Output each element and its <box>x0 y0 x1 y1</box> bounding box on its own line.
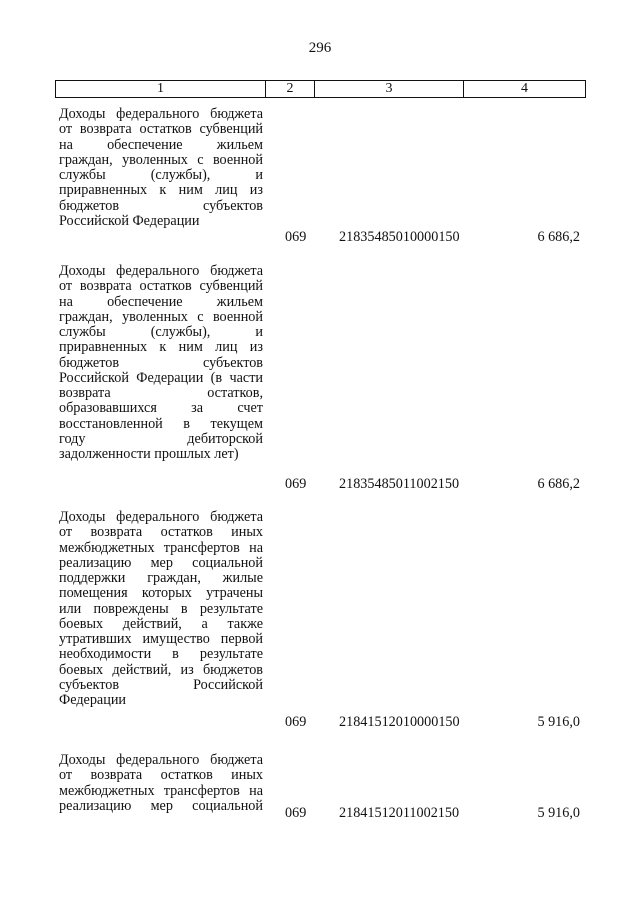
description-line: межбюджетных трансфертов на <box>59 782 263 799</box>
description-line: боевых действий, из бюджетов <box>59 661 263 678</box>
description-line: Российской Федерации <box>59 212 200 229</box>
description-line: помещения которых утрачены <box>59 585 263 602</box>
description-line: Федерации <box>59 692 127 708</box>
description-line: восстановленной в текущем <box>59 415 263 432</box>
revenue-code: 21835485010000150 <box>339 228 460 245</box>
description-line: приравненных к ним лиц из <box>59 182 263 199</box>
amount: 5 916,0 <box>537 805 580 821</box>
column-header-3: 3 <box>315 81 464 98</box>
row-description <box>59 510 263 708</box>
column-header-1: 1 <box>56 81 266 98</box>
description-line: службы (службы), и <box>59 324 263 340</box>
description-line: году дебиторской <box>59 430 263 447</box>
description-line: граждан, уволенных с военной <box>59 151 263 168</box>
description-line: необходимости в результате <box>59 646 263 663</box>
description-line: бюджетов субъектов <box>59 354 263 371</box>
revenue-code: 21835485011002150 <box>339 476 460 492</box>
admin-code: 069 <box>285 805 307 821</box>
admin-code: 069 <box>285 476 307 492</box>
description-line: приравненных к ним лиц из <box>59 339 263 356</box>
description-line: поддержки граждан, жилые <box>59 570 263 586</box>
revenue-code: 21841512011002150 <box>339 805 460 821</box>
description-line: на обеспечение жильем <box>59 293 263 310</box>
description-line: реализацию мер социальной <box>59 554 263 571</box>
row-description <box>59 107 263 229</box>
description-line: службы (службы), и <box>59 167 263 183</box>
description-line: Доходы федерального бюджета <box>59 509 263 525</box>
admin-code: 069 <box>285 714 307 730</box>
column-header-2: 2 <box>266 81 315 98</box>
description-line: от возврата остатков субвенций <box>59 278 263 295</box>
revenue-code: 21841512010000150 <box>339 714 460 730</box>
description-line: от возврата остатков иных <box>59 524 263 541</box>
description-line: от возврата остатков субвенций <box>59 121 263 138</box>
description-line: Российской Федерации (в части <box>59 369 263 386</box>
description-line: бюджетов субъектов <box>59 197 263 214</box>
description-line: на обеспечение жильем <box>59 136 263 153</box>
amount: 6 686,2 <box>537 228 580 245</box>
amount: 6 686,2 <box>537 476 580 492</box>
admin-code: 069 <box>285 228 307 245</box>
description-line: субъектов Российской <box>59 676 263 693</box>
description-line: утративших имущество первой <box>59 631 263 647</box>
description-line: возврата остатков, <box>59 385 263 401</box>
description-line: задолженности прошлых лет) <box>59 446 239 462</box>
description-line: Доходы федерального бюджета <box>59 263 263 279</box>
description-line: межбюджетных трансфертов на <box>59 539 263 556</box>
amount: 5 916,0 <box>537 714 580 730</box>
column-header-table <box>55 80 586 98</box>
description-line: боевых действий, а также <box>59 615 263 632</box>
page-number: 296 <box>308 40 332 56</box>
description-line: Доходы федерального бюджета <box>59 752 263 768</box>
row-description <box>59 264 263 462</box>
description-line: Доходы федерального бюджета <box>59 106 263 122</box>
row-description <box>59 753 263 814</box>
column-header-4: 4 <box>464 81 586 98</box>
description-line: или повреждены в результате <box>59 600 263 617</box>
description-line: реализацию мер социальной <box>59 797 263 814</box>
description-line: образовавшихся за счет <box>59 400 263 417</box>
description-line: граждан, уволенных с военной <box>59 308 263 325</box>
description-line: от возврата остатков иных <box>59 767 263 784</box>
